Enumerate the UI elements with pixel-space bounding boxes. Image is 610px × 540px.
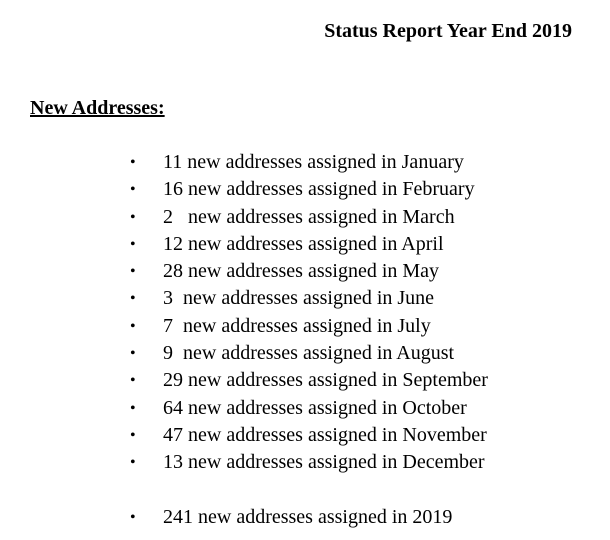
bullet-icon: •: [130, 372, 136, 390]
bullet-icon: •: [130, 154, 136, 171]
list-item: [130, 285, 488, 312]
list-item: [130, 449, 488, 476]
list-item-text: 64 new addresses assigned in October: [163, 396, 467, 419]
list-item-text: 9 new addresses assigned in August: [163, 342, 455, 365]
list-item: [130, 340, 488, 367]
list-item: [130, 422, 488, 449]
monthly-address-list: [130, 149, 488, 477]
bullet-icon: •: [130, 317, 136, 335]
list-item-text: 3 new addresses assigned in June: [163, 287, 435, 310]
list-item: [130, 231, 488, 258]
list-item: [130, 395, 488, 422]
report-title: Status Report Year End 2019: [324, 20, 572, 42]
total-item-text: 241 new addresses assigned in 2019: [163, 506, 453, 528]
list-item-text: 13 new addresses assigned in December: [163, 451, 485, 474]
bullet-icon: •: [130, 345, 136, 363]
list-item-text: 12 new addresses assigned in April: [163, 232, 444, 255]
section-heading-new-addresses: New Addresses:: [30, 97, 165, 119]
list-item: [130, 258, 488, 285]
bullet-icon: •: [130, 235, 136, 253]
bullet-icon: •: [130, 454, 136, 472]
yearly-total-list: [130, 504, 452, 531]
list-item-text: 7 new addresses assigned in July: [163, 314, 431, 337]
list-item-text: 29 new addresses assigned in September: [163, 369, 488, 392]
list-item-text: 2 new addresses assigned in March: [163, 205, 455, 228]
bullet-icon: •: [130, 208, 136, 226]
list-item: [130, 313, 488, 340]
list-item-text: 28 new addresses assigned in May: [163, 260, 440, 283]
list-item: [130, 367, 488, 394]
bullet-icon: •: [130, 263, 136, 281]
bullet-icon: •: [130, 290, 136, 308]
list-item: [130, 149, 488, 176]
bullet-icon: •: [130, 399, 136, 417]
bullet-icon: •: [130, 509, 136, 526]
list-item-text: 47 new addresses assigned in November: [163, 423, 487, 446]
bullet-icon: •: [130, 426, 136, 444]
list-item-text: 16 new addresses assigned in February: [163, 178, 475, 201]
list-item-text: 11 new addresses assigned in January: [163, 151, 464, 173]
list-item: [130, 176, 488, 203]
list-item-total: [130, 504, 452, 531]
bullet-icon: •: [130, 181, 136, 199]
list-item: [130, 204, 488, 231]
